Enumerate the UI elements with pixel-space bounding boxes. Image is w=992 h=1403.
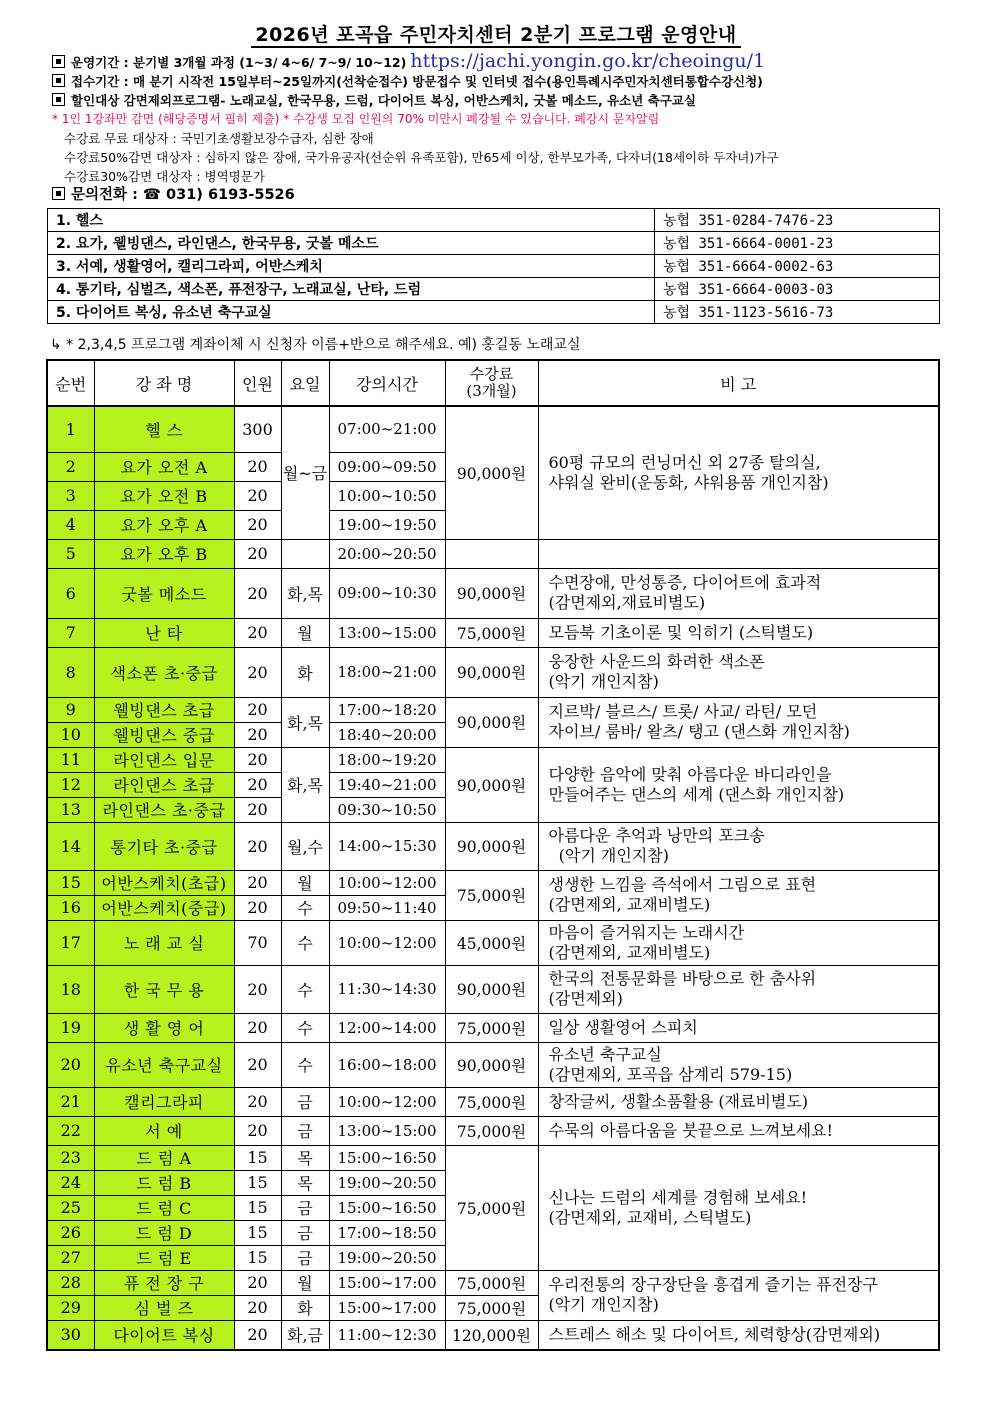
row-number: 6 (47, 568, 94, 618)
row-number: 30 (47, 1320, 94, 1350)
table-row (47, 1013, 939, 1042)
row-number: 25 (47, 1195, 94, 1220)
program-name: 서 예 (94, 1116, 234, 1145)
table-row (47, 1116, 939, 1145)
account-row (48, 278, 940, 301)
row-number: 27 (47, 1245, 94, 1270)
table-row (47, 618, 939, 647)
fee: 90,000원 (445, 747, 538, 822)
day-of-week: 월 (281, 618, 329, 647)
program-name: 요가 오후 B (94, 539, 234, 568)
day-of-week: 금 (281, 1087, 329, 1116)
class-time: 10:00~12:00 (329, 920, 445, 965)
capacity: 20 (234, 1042, 281, 1087)
header-fee: 수강료 (3개월) (445, 360, 538, 406)
remark (538, 1116, 939, 1145)
day-of-week: 월,수 (281, 822, 329, 870)
fee: 90,000원 (445, 822, 538, 870)
remark-line: 60평 규모의 런닝머신 외 27종 탈의실, (548, 452, 821, 472)
table-row (47, 822, 939, 870)
fee: 90,000원 (445, 647, 538, 697)
program-table (46, 359, 940, 1351)
capacity: 20 (234, 965, 281, 1013)
remark (538, 1013, 939, 1042)
program-name: 퓨 전 장 구 (94, 1270, 234, 1295)
day-of-week: 월 (281, 870, 329, 895)
day-of-week: 화,목 (281, 747, 329, 822)
table-row (47, 539, 939, 568)
discount-line: 할인대상 감면제외프로그램- 노래교실, 한국무용, 드럼, 다이어트 복싱, 어반스케치, 굿볼 메소드, 유소년 축구교실 (52, 91, 952, 110)
row-number: 19 (47, 1013, 94, 1042)
day-of-week: 금 (281, 1245, 329, 1270)
remark-line: 마음이 즐거워지는 노래시간 (548, 922, 745, 942)
header-day: 요일 (281, 360, 329, 406)
program-name: 노 래 교 실 (94, 920, 234, 965)
row-number: 29 (47, 1295, 94, 1320)
row-number: 5 (47, 539, 94, 568)
day-of-week: 목 (281, 1170, 329, 1195)
account-row (48, 255, 940, 278)
remark-line: (감면제외, 교재비, 스틱별도) (548, 1207, 752, 1227)
remark-line: 스트레스 해소 및 다이어트, 체력향상(감면제외) (548, 1324, 881, 1344)
day-of-week: 수 (281, 965, 329, 1013)
row-number: 7 (47, 618, 94, 647)
class-time: 09:50~11:40 (329, 895, 445, 920)
capacity: 15 (234, 1195, 281, 1220)
day-of-week (281, 539, 329, 568)
remark (538, 1087, 939, 1116)
table-row (47, 568, 939, 618)
remark-line: (감면제외, 포곡읍 삼계리 579-15) (548, 1064, 793, 1084)
row-number: 17 (47, 920, 94, 965)
class-time: 10:00~10:50 (329, 481, 445, 510)
class-time: 14:00~15:30 (329, 822, 445, 870)
class-time: 19:00~20:50 (329, 1245, 445, 1270)
program-name: 드 럼 C (94, 1195, 234, 1220)
capacity: 20 (234, 722, 281, 747)
free-line: 수강료 무료 대상자 : 국민기초생활보장수급자, 심한 장애 (64, 131, 374, 146)
website-link[interactable]: https://jachi.yongin.go.kr/cheoingu/1 (410, 50, 766, 72)
table-header-row (47, 360, 939, 406)
day-of-week: 수 (281, 895, 329, 920)
table-row (47, 697, 939, 722)
remark-line: 창작글씨, 생활소품활용 (재료비별도) (548, 1091, 809, 1111)
fee: 75,000원 (445, 1145, 538, 1270)
capacity: 20 (234, 481, 281, 510)
class-time: 10:00~12:00 (329, 1087, 445, 1116)
class-time: 13:00~15:00 (329, 618, 445, 647)
capacity: 300 (234, 406, 281, 452)
remark (538, 1042, 939, 1087)
row-number: 20 (47, 1042, 94, 1087)
row-number: 23 (47, 1145, 94, 1170)
program-name: 심 벌 즈 (94, 1295, 234, 1320)
class-time: 20:00~20:50 (329, 539, 445, 568)
class-time: 07:00~21:00 (329, 406, 445, 452)
account-row (48, 232, 940, 255)
account-number: 농협 351-0284-7476-23 (655, 209, 940, 232)
account-number: 농협 351-6664-0001-23 (655, 232, 940, 255)
class-time: 15:00~16:50 (329, 1195, 445, 1220)
class-time: 11:00~12:30 (329, 1320, 445, 1350)
class-time: 10:00~12:00 (329, 870, 445, 895)
remark-line: 신나는 드럼의 세계를 경험해 보세요! (548, 1187, 808, 1207)
remark (538, 920, 939, 965)
capacity: 20 (234, 772, 281, 797)
capacity: 20 (234, 895, 281, 920)
class-time: 16:00~18:00 (329, 1042, 445, 1087)
program-name: 난 타 (94, 618, 234, 647)
table-row (47, 406, 939, 452)
capacity: 20 (234, 1295, 281, 1320)
program-name: 굿볼 메소드 (94, 568, 234, 618)
account-note: ↳ * 2,3,4,5 프로그램 계좌이체 시 신청자 이름+반으로 해주세요. 예) 홍길동 노래교실 (50, 337, 581, 353)
day-of-week: 화,목 (281, 697, 329, 747)
table-row (47, 965, 939, 1013)
account-number: 농협 351-6664-0002-63 (655, 255, 940, 278)
row-number: 16 (47, 895, 94, 920)
row-number: 18 (47, 965, 94, 1013)
class-time: 13:00~15:00 (329, 1116, 445, 1145)
day-of-week: 월 (281, 1270, 329, 1295)
row-number: 3 (47, 481, 94, 510)
program-name: 드 럼 D (94, 1220, 234, 1245)
class-time: 09:00~09:50 (329, 452, 445, 481)
capacity: 20 (234, 539, 281, 568)
row-number: 24 (47, 1170, 94, 1195)
fee: 45,000원 (445, 920, 538, 965)
remark (538, 747, 939, 822)
day-of-week: 수 (281, 1042, 329, 1087)
remark (538, 1320, 939, 1350)
program-name: 드 럼 B (94, 1170, 234, 1195)
row-number: 8 (47, 647, 94, 697)
table-row (47, 1087, 939, 1116)
remark-line: 지르박/ 블르스/ 트롯/ 사교/ 라틴/ 모던 (548, 702, 818, 721)
account-number: 농협 351-1123-5616-73 (655, 301, 940, 324)
account-name: 1. 헬스 (48, 209, 655, 232)
bullet-box-icon (52, 93, 65, 106)
day-of-week: 화,목 (281, 568, 329, 618)
class-time: 18:00~19:20 (329, 747, 445, 772)
remark-line: 아름다운 추억과 낭만의 포크송 (548, 826, 765, 845)
row-number: 26 (47, 1220, 94, 1245)
remark (538, 618, 939, 647)
class-time: 09:30~10:50 (329, 797, 445, 822)
remark-line: 수면장애, 만성통증, 다이어트에 효과적 (548, 573, 822, 592)
class-time: 17:00~18:20 (329, 697, 445, 722)
fee: 75,000원 (445, 1013, 538, 1042)
capacity: 15 (234, 1145, 281, 1170)
capacity: 20 (234, 618, 281, 647)
class-time: 11:30~14:30 (329, 965, 445, 1013)
class-time: 15:00~17:00 (329, 1270, 445, 1295)
remark-line: (감면제외, 교재비별도) (548, 895, 711, 914)
header-remark: 비 고 (538, 360, 939, 406)
table-row (47, 747, 939, 772)
remark-line: 다양한 음악에 맞춰 아름다운 바디라인을 (548, 764, 832, 784)
page-title: 2026년 포곡읍 주민자치센터 2분기 프로그램 운영안내 (0, 20, 992, 47)
fee (445, 539, 538, 568)
remark-line: 만들어주는 댄스의 세계 (댄스화 개인지참) (548, 784, 845, 804)
class-time: 12:00~14:00 (329, 1013, 445, 1042)
class-time: 19:00~19:50 (329, 510, 445, 539)
row-number: 10 (47, 722, 94, 747)
program-name: 드 럼 A (94, 1145, 234, 1170)
remark-line: 수묵의 아름다움을 붓끝으로 느껴보세요! (548, 1120, 833, 1140)
day-of-week: 화,금 (281, 1320, 329, 1350)
day-of-week: 월~금 (281, 406, 329, 539)
table-row (47, 870, 939, 895)
capacity: 20 (234, 568, 281, 618)
fee: 90,000원 (445, 697, 538, 747)
program-name: 다이어트 복싱 (94, 1320, 234, 1350)
remark (538, 568, 939, 618)
program-name: 웰빙댄스 초급 (94, 697, 234, 722)
info-section (52, 52, 952, 205)
account-name: 3. 서예, 생활영어, 캘리그라피, 어반스케치 (48, 255, 655, 278)
header-time: 강의시간 (329, 360, 445, 406)
fee: 75,000원 (445, 1087, 538, 1116)
capacity: 20 (234, 452, 281, 481)
table-row (47, 920, 939, 965)
fee: 75,000원 (445, 1116, 538, 1145)
fee: 90,000원 (445, 568, 538, 618)
row-number: 28 (47, 1270, 94, 1295)
half-line: 수강료50%감면 대상자 : 심하지 않은 장애, 국가유공자(선순위 유족포함), 만65세 이상, 한부모가족, 다자녀(18세이하 두자녀)가구 (64, 150, 779, 165)
account-table (47, 208, 940, 324)
row-number: 12 (47, 772, 94, 797)
capacity: 20 (234, 870, 281, 895)
program-name: 라인댄스 입문 (94, 747, 234, 772)
program-name: 생 활 영 어 (94, 1013, 234, 1042)
remark-line: 자이브/ 룸바/ 왈츠/ 탱고 (댄스화 개인지참) (548, 722, 850, 741)
row-number: 11 (47, 747, 94, 772)
fee: 75,000원 (445, 870, 538, 920)
account-row (48, 209, 940, 232)
account-number: 농협 351-6664-0003-03 (655, 278, 940, 301)
remark (538, 539, 939, 568)
program-name: 통기타 초·중급 (94, 822, 234, 870)
day-of-week: 금 (281, 1195, 329, 1220)
capacity: 20 (234, 1013, 281, 1042)
class-time: 17:00~18:50 (329, 1220, 445, 1245)
red-notice: * 1인 1강좌만 감면 (해당증명서 필히 제출) * 수강생 모집 인원의 70% 미만시 폐강될 수 있습니다. 폐강시 문자알림 (52, 112, 660, 126)
thirty-line: 수강료30%감면 대상자 : 병역명문가 (64, 169, 265, 184)
capacity: 15 (234, 1245, 281, 1270)
capacity: 20 (234, 510, 281, 539)
class-time: 15:00~16:50 (329, 1145, 445, 1170)
day-of-week: 화 (281, 1295, 329, 1320)
account-name: 4. 통기타, 심벌즈, 색소폰, 퓨전장구, 노래교실, 난타, 드럼 (48, 278, 655, 301)
capacity: 15 (234, 1170, 281, 1195)
phone-line: 문의전화 : ☎ 031) 6193-5526 (52, 186, 952, 205)
remark (538, 870, 939, 920)
capacity: 20 (234, 1116, 281, 1145)
remark (538, 1270, 939, 1320)
program-name: 어반스케치(초급) (94, 870, 234, 895)
program-name: 헬 스 (94, 406, 234, 452)
table-row (47, 1145, 939, 1170)
capacity: 20 (234, 647, 281, 697)
fee: 90,000원 (445, 1042, 538, 1087)
row-number: 21 (47, 1087, 94, 1116)
bullet-box-icon (52, 55, 65, 68)
remark-line: 웅장한 사운드의 화려한 색소폰 (548, 652, 765, 671)
remark-line: 한국의 전통문화를 바탕으로 한 춤사위 (548, 969, 817, 988)
account-row (48, 301, 940, 324)
program-name: 라인댄스 초·중급 (94, 797, 234, 822)
remark-line: (악기 개인지참) (548, 1295, 659, 1314)
capacity: 20 (234, 747, 281, 772)
remark-line: (감면제외,재료비별도) (548, 593, 706, 612)
header-name: 강 좌 명 (94, 360, 234, 406)
table-row (47, 647, 939, 697)
remark-line: (감면제외, 교재비별도) (548, 942, 711, 962)
capacity: 20 (234, 1270, 281, 1295)
program-name: 어반스케치(중급) (94, 895, 234, 920)
remark-line: 일상 생활영어 스피치 (548, 1017, 698, 1037)
remark (538, 822, 939, 870)
program-name: 한 국 무 용 (94, 965, 234, 1013)
fee: 75,000원 (445, 1295, 538, 1320)
program-name: 웰빙댄스 중급 (94, 722, 234, 747)
row-number: 13 (47, 797, 94, 822)
day-of-week: 수 (281, 920, 329, 965)
table-row (47, 1042, 939, 1087)
row-number: 15 (47, 870, 94, 895)
program-name: 색소폰 초·중급 (94, 647, 234, 697)
remark-line: 모듬북 기초이론 및 익히기 (스틱별도) (548, 622, 814, 642)
program-name: 유소년 축구교실 (94, 1042, 234, 1087)
row-number: 1 (47, 406, 94, 452)
capacity: 20 (234, 1320, 281, 1350)
remark (538, 406, 939, 539)
fee: 120,000원 (445, 1320, 538, 1350)
class-time: 19:00~20:50 (329, 1170, 445, 1195)
program-name: 캘리그라피 (94, 1087, 234, 1116)
row-number: 9 (47, 697, 94, 722)
bullet-box-icon (52, 187, 65, 200)
bullet-box-icon (52, 74, 65, 87)
account-name: 2. 요가, 웰빙댄스, 라인댄스, 한국무용, 굿볼 메소드 (48, 232, 655, 255)
header-no: 순번 (47, 360, 94, 406)
table-row (47, 1320, 939, 1350)
apply-line: 접수기간 : 매 분기 시작전 15일부터~25일까지(선착순접수) 방문접수 및 인터넷 접수(용인특례시주민자치센터통합수강신청) (52, 72, 952, 91)
row-number: 22 (47, 1116, 94, 1145)
day-of-week: 화 (281, 647, 329, 697)
day-of-week: 수 (281, 1013, 329, 1042)
row-number: 2 (47, 452, 94, 481)
capacity: 15 (234, 1220, 281, 1245)
fee: 90,000원 (445, 406, 538, 539)
class-time: 18:40~20:00 (329, 722, 445, 747)
program-name: 요가 오전 A (94, 452, 234, 481)
fee: 75,000원 (445, 618, 538, 647)
class-time: 15:00~17:00 (329, 1295, 445, 1320)
remark (538, 697, 939, 747)
day-of-week: 금 (281, 1116, 329, 1145)
remark-line: 우리전통의 장구장단을 흥겹게 즐기는 퓨전장구 (548, 1275, 878, 1294)
remark-line: 생생한 느낌을 즉석에서 그림으로 표현 (548, 875, 817, 894)
fee: 90,000원 (445, 965, 538, 1013)
remark-line: (악기 개인지참) (548, 846, 669, 865)
account-name: 5. 다이어트 복싱, 유소년 축구교실 (48, 301, 655, 324)
table-row (47, 1270, 939, 1295)
remark (538, 647, 939, 697)
remark-line: 유소년 축구교실 (548, 1044, 662, 1064)
program-name: 요가 오전 B (94, 481, 234, 510)
program-name: 요가 오후 A (94, 510, 234, 539)
class-time: 09:00~10:30 (329, 568, 445, 618)
remark-line: 샤워실 완비(운동화, 샤워용품 개인지참) (548, 472, 829, 492)
row-number: 4 (47, 510, 94, 539)
capacity: 70 (234, 920, 281, 965)
header-capacity: 인원 (234, 360, 281, 406)
remark (538, 965, 939, 1013)
remark (538, 1145, 939, 1270)
remark-line: (악기 개인지참) (548, 672, 659, 691)
day-of-week: 목 (281, 1145, 329, 1170)
capacity: 20 (234, 822, 281, 870)
capacity: 20 (234, 1087, 281, 1116)
row-number: 14 (47, 822, 94, 870)
capacity: 20 (234, 697, 281, 722)
day-of-week: 금 (281, 1220, 329, 1245)
class-time: 18:00~21:00 (329, 647, 445, 697)
fee: 75,000원 (445, 1270, 538, 1295)
class-time: 19:40~21:00 (329, 772, 445, 797)
remark-line: (감면제외) (548, 989, 623, 1008)
capacity: 20 (234, 797, 281, 822)
program-name: 드 럼 E (94, 1245, 234, 1270)
period-line: 운영기간 : 분기별 3개월 과정 (1~3/ 4~6/ 7~9/ 10~12) https://jachi.yongin.go.kr/cheoingu/1 (52, 52, 952, 72)
program-name: 라인댄스 초급 (94, 772, 234, 797)
